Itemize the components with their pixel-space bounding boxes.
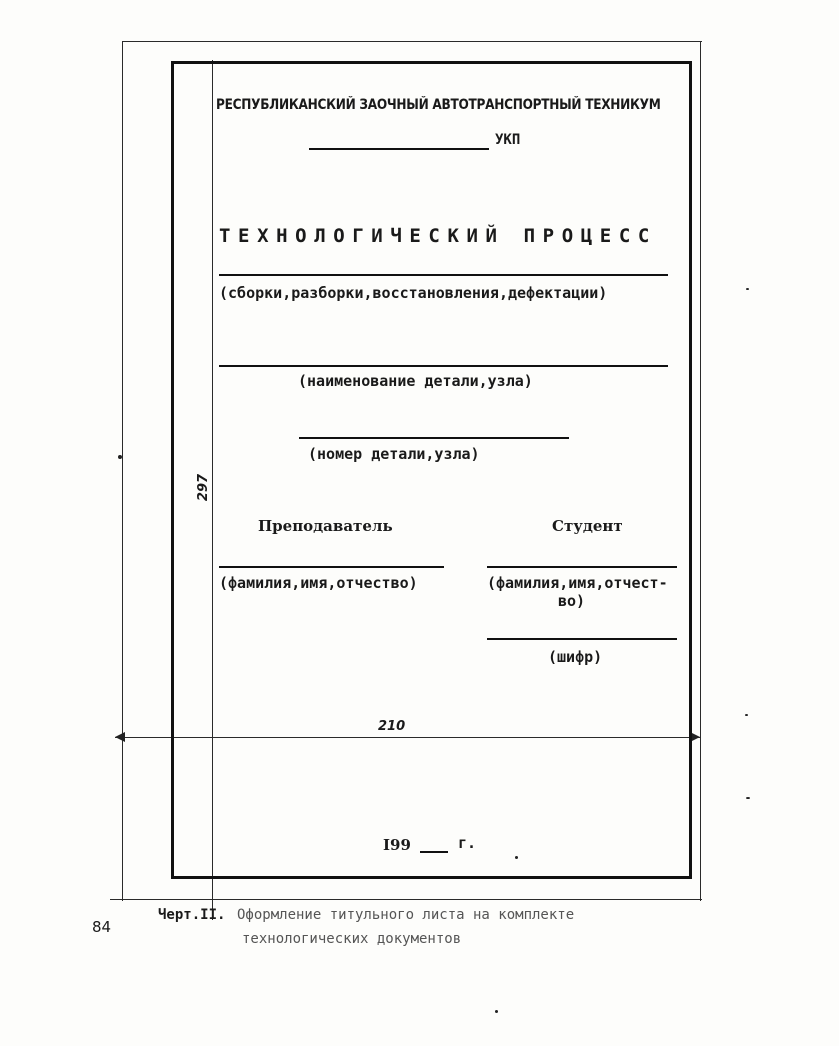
student-label: Студент bbox=[552, 517, 623, 535]
sheet-outline-left bbox=[122, 41, 123, 901]
dimension-arrow-left bbox=[115, 732, 125, 742]
student-name-caption-line2: во) bbox=[558, 592, 586, 610]
cipher-caption: (шифр) bbox=[548, 648, 603, 666]
process-types-caption: (сборки,разборки,восстановления,дефектации) bbox=[219, 284, 608, 302]
figure-caption-line2: технологических документов bbox=[242, 931, 462, 947]
student-name-caption-line1: (фамилия,имя,отчест- bbox=[487, 574, 668, 592]
figure-label: Черт.II. bbox=[158, 907, 226, 923]
scan-speck bbox=[745, 714, 748, 716]
document-title: ТЕХНОЛОГИЧЕСКИЙ ПРОЦЕСС bbox=[219, 225, 657, 247]
sheet-outline-right bbox=[700, 41, 701, 901]
student-name-fill-line bbox=[487, 566, 677, 568]
department-fill-line bbox=[309, 148, 489, 150]
scan-speck bbox=[495, 1010, 498, 1013]
scan-speck bbox=[118, 455, 122, 459]
part-name-caption: (наименование детали,узла) bbox=[298, 372, 533, 390]
year-fill-line bbox=[420, 851, 448, 853]
dimension-width-label: 210 bbox=[378, 719, 406, 734]
teacher-name-caption: (фамилия,имя,отчество) bbox=[219, 574, 418, 592]
part-number-caption: (номер детали,узла) bbox=[308, 445, 480, 463]
part-name-fill-line bbox=[219, 365, 668, 367]
cipher-fill-line bbox=[487, 638, 677, 640]
scan-speck bbox=[746, 797, 750, 799]
page-number: 84 bbox=[92, 918, 112, 936]
teacher-label: Преподаватель bbox=[258, 517, 393, 535]
organization-heading: РЕСПУБЛИКАНСКИЙ ЗАОЧНЫЙ АВТОТРАНСПОРТНЫЙ ТЕХНИКУМ bbox=[216, 97, 661, 113]
sheet-outline-bottom bbox=[110, 899, 702, 900]
figure-caption-line1: Оформление титульного листа на комплекте bbox=[237, 907, 575, 923]
sheet-outline-top bbox=[122, 41, 702, 42]
title-page-frame bbox=[171, 61, 692, 879]
scan-speck bbox=[746, 288, 749, 290]
department-label: УКП bbox=[495, 132, 521, 148]
year-prefix: I99 bbox=[383, 836, 411, 854]
dimension-height-label: 297 bbox=[196, 473, 212, 502]
year-suffix: г. bbox=[458, 834, 477, 852]
process-type-fill-line bbox=[219, 274, 668, 276]
scan-speck bbox=[515, 856, 518, 859]
part-number-fill-line bbox=[299, 437, 569, 439]
teacher-name-fill-line bbox=[219, 566, 444, 568]
